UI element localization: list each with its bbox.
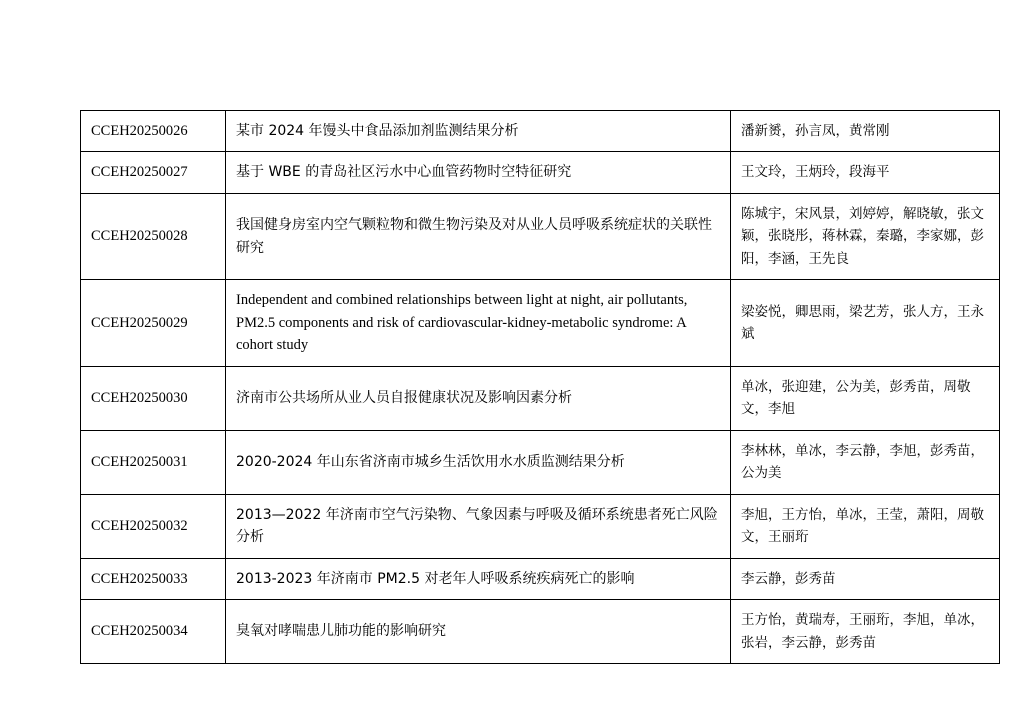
row-authors-text: 王方怡，黄瑞寿，王丽珩，李旭，单冰，张岩，李云静，彭秀苗	[741, 612, 984, 651]
row-code: CCEH20250029	[81, 280, 226, 366]
row-code: CCEH20250033	[81, 558, 226, 599]
table-row	[81, 280, 1000, 366]
table-row	[81, 558, 1000, 599]
row-title	[226, 494, 731, 558]
row-code: CCEH20250030	[81, 366, 226, 430]
row-title	[226, 111, 731, 152]
row-authors-text: 李云静，彭秀苗	[741, 570, 836, 587]
row-authors-text: 李旭，王方怡，单冰，王莹，萧阳，周敬文，王丽珩	[741, 506, 984, 546]
row-code: CCEH20250028	[81, 193, 226, 279]
submissions-table-container	[80, 110, 984, 664]
table-row	[81, 193, 1000, 279]
row-code: CCEH20250032	[81, 494, 226, 558]
row-code: CCEH20250034	[81, 600, 226, 664]
row-authors-text: 王文玲，王炳玲，段海平	[741, 164, 890, 181]
row-authors	[731, 600, 1000, 664]
row-title	[226, 430, 731, 494]
row-authors	[731, 193, 1000, 279]
row-title-text: 济南市公共场所从业人员自报健康状况及影响因素分析	[236, 389, 572, 406]
row-code: CCEH20250031	[81, 430, 226, 494]
row-title-text: 基于 WBE 的青岛社区污水中心血管药物时空特征研究	[236, 164, 572, 181]
row-authors-text: 陈城宇，宋风景，刘婷婷，解晓敏，张文颖，张晓彤，蒋林霖，秦璐，李家娜，彭阳，李涵，王先良	[741, 205, 984, 267]
row-authors	[731, 152, 1000, 193]
row-title	[226, 152, 731, 193]
row-authors	[731, 111, 1000, 152]
row-title	[226, 193, 731, 279]
table-row	[81, 494, 1000, 558]
row-title-text: 2020-2024 年山东省济南市城乡生活饮用水水质监测结果分析	[236, 453, 625, 470]
row-authors	[731, 280, 1000, 366]
row-title	[226, 600, 731, 664]
row-code: CCEH20250027	[81, 152, 226, 193]
row-authors	[731, 366, 1000, 430]
row-title	[226, 558, 731, 599]
row-authors	[731, 494, 1000, 558]
row-authors	[731, 558, 1000, 599]
row-authors-text: 梁姿悦，卿思雨，梁艺芳，张人方，王永斌	[741, 303, 984, 343]
table-row	[81, 152, 1000, 193]
row-title	[226, 280, 731, 366]
table-body	[81, 111, 1000, 664]
row-authors-text: 单冰，张迎建，公为美，彭秀苗，周敬文，李旭	[741, 378, 971, 418]
row-code: CCEH20250026	[81, 111, 226, 152]
row-title	[226, 366, 731, 430]
row-authors-text: 潘新赟，孙言凤，黄常刚	[741, 123, 890, 139]
row-authors	[731, 430, 1000, 494]
row-title-text: 某市 2024 年馒头中食品添加剂监测结果分析	[236, 123, 519, 139]
row-authors-text: 李林林，单冰，李云静，李旭，彭秀苗，公为美	[741, 442, 984, 482]
table-row	[81, 600, 1000, 664]
table-row	[81, 430, 1000, 494]
table-row	[81, 111, 1000, 152]
submissions-table	[80, 110, 1000, 664]
row-title-text: 臭氧对哮喘患儿肺功能的影响研究	[236, 623, 446, 640]
row-title-text: 2013—2022 年济南市空气污染物、气象因素与呼吸及循环系统患者死亡风险分析	[236, 506, 718, 546]
table-row	[81, 366, 1000, 430]
row-title-text: 我国健身房室内空气颗粒物和微生物污染及对从业人员呼吸系统症状的关联性研究	[236, 217, 712, 256]
row-title-text: 2013-2023 年济南市 PM2.5 对老年人呼吸系统疾病死亡的影响	[236, 570, 635, 587]
row-title-text: Independent and combined relationships between light at night, air pollutants, PM2.5 components and risk of cardiovascular-kidney-metabolic syndrome: A cohort study	[236, 292, 688, 354]
